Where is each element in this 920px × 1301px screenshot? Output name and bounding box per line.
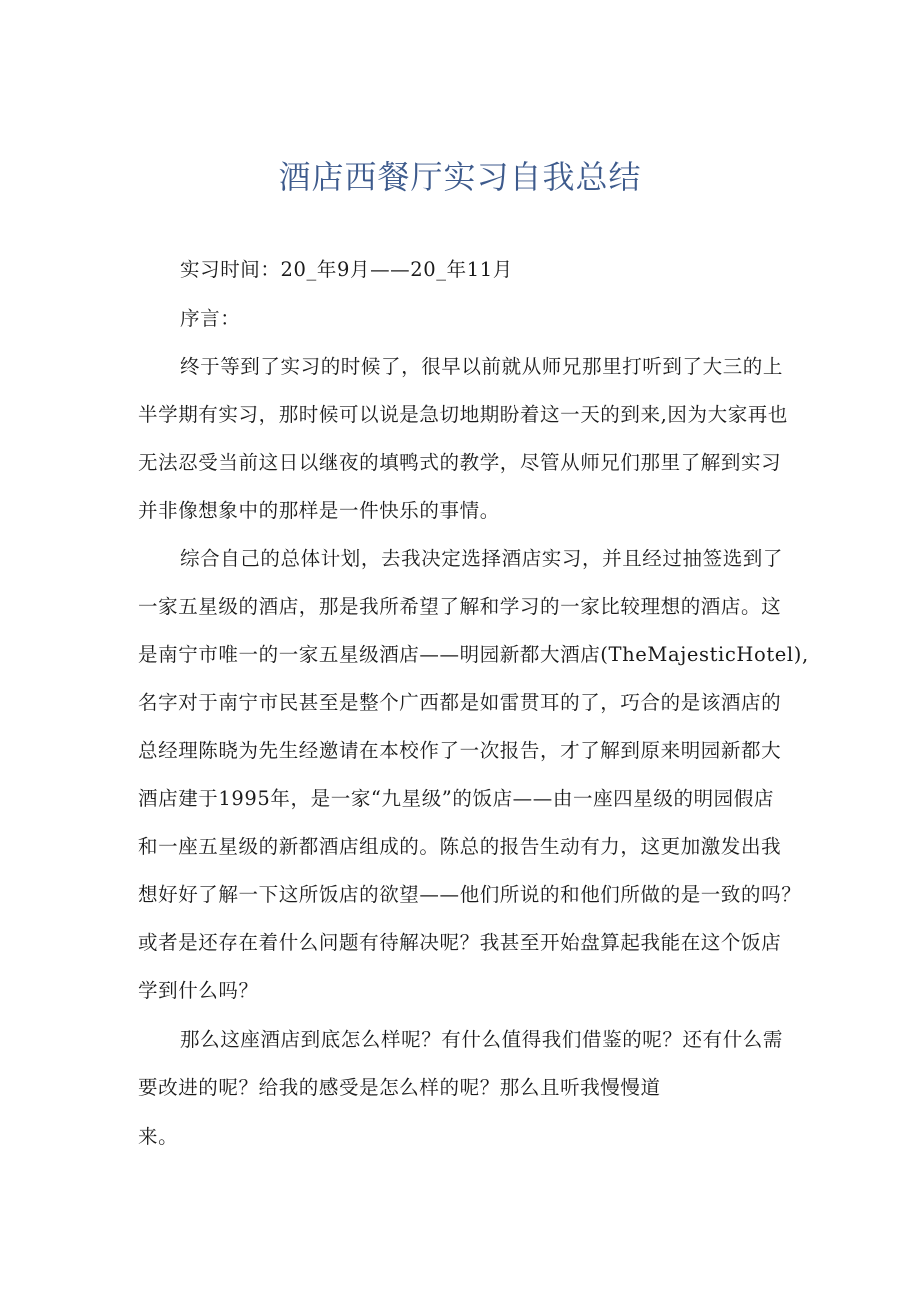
paragraph-line: 或者是还存在着什么问题有待解决呢？我甚至开始盘算起我能在这个饭店	[138, 931, 782, 954]
paragraph-line: 无法忍受当前这日以继夜的填鸭式的教学，尽管从师兄们那里了解到实习	[138, 451, 782, 474]
paragraph-line: 要改进的呢？给我的感受是怎么样的呢？那么且听我慢慢道	[138, 1076, 661, 1099]
paragraph-line: 和一座五星级的新都酒店组成的。陈总的报告生动有力，这更加激发出我	[138, 835, 782, 858]
paragraph-line: 一家五星级的酒店，那是我所希望了解和学习的一家比较理想的酒店。这	[138, 595, 782, 618]
paragraph-line: 那么这座酒店到底怎么样呢？有什么值得我们借鉴的呢？还有什么需	[180, 1028, 784, 1051]
paragraph-line: 来。	[138, 1125, 179, 1148]
paragraph-line: 名字对于南宁市民甚至是整个广西都是如雷贯耳的了，巧合的是该酒店的	[138, 691, 782, 714]
preface-heading: 序言：	[180, 307, 241, 330]
paragraph-line: 总经理陈晓为先生经邀请在本校作了一次报告，才了解到原来明园新都大	[138, 739, 782, 762]
internship-period-line: 实习时间：20_年9月——20_年11月	[180, 258, 513, 281]
page-title: 酒店西餐厅实习自我总结	[278, 158, 642, 196]
paragraph-line: 是南宁市唯一的一家五星级酒店——明园新都大酒店(TheMajesticHotel),	[138, 643, 809, 666]
paragraph-line: 综合自己的总体计划，去我决定选择酒店实习，并且经过抽签选到了	[180, 547, 784, 570]
paragraph-line: 想好好了解一下这所饭店的欲望——他们所说的和他们所做的是一致的吗？	[138, 883, 802, 906]
paragraph-line: 半学期有实习，那时候可以说是急切地期盼着这一天的到来,因为大家再也	[138, 403, 788, 426]
paragraph-line: 学到什么吗？	[138, 979, 259, 1002]
paragraph-line: 酒店建于1995年，是一家“九星级”的饭店——由一座四星级的明园假店	[138, 787, 774, 810]
paragraph-line: 终于等到了实习的时候了，很早以前就从师兄那里打听到了大三的上	[180, 355, 784, 378]
paragraph-line: 并非像想象中的那样是一件快乐的事情。	[138, 499, 500, 522]
